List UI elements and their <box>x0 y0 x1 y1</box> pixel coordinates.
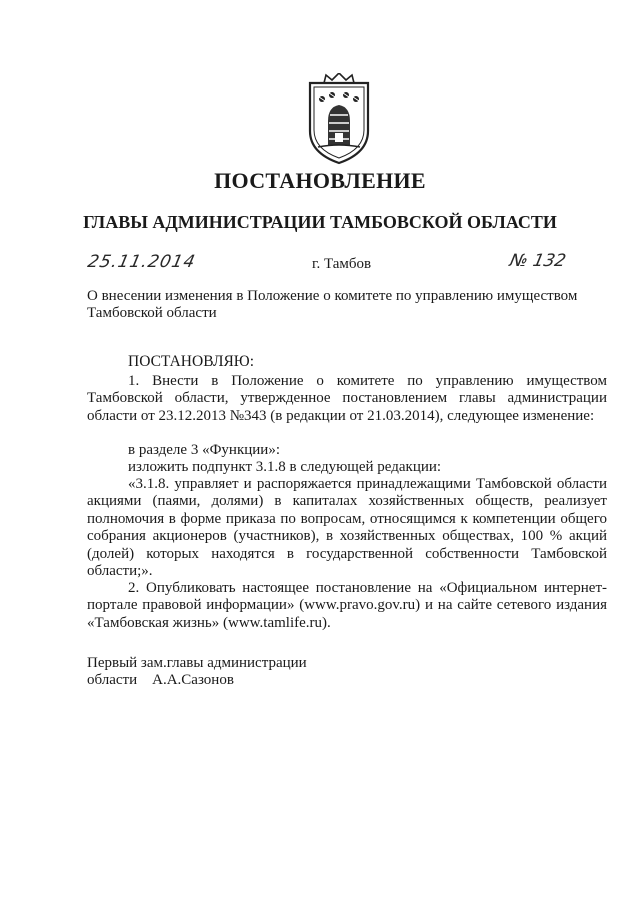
coat-of-arms-icon <box>302 73 376 167</box>
signature-position: Первый зам.главы администрации <box>87 655 307 671</box>
handwritten-number: № 132 <box>507 251 568 271</box>
document-subject: О внесении изменения в Положение о комитете по управлению имуществом Тамбовской области <box>87 288 578 321</box>
paragraph-2: 2. Опубликовать настоящее постановление на «Официальном интернет-портале правовой информации» (www.pravo.gov.ru) и на сайте сетевого издания «Тамбовская жизнь» (www.tamlife.ru). <box>87 580 607 631</box>
handwritten-date: 25.11.2014 <box>85 252 198 272</box>
resolve-heading: ПОСТАНОВЛЯЮ: <box>128 353 255 370</box>
paragraph-quoted-text: «3.1.8. управляет и распоряжается принадлежащими Тамбовской области акциями (паями, долями) в капиталах хозяйственных обществ, реализует полномочия в форме приказа по вопросам, относящимся к компетенции общего собрания акционеров (участников), в хозяйственных обществах, 100 % акций (долей) которых находятся в государственной собственности Тамбовской области;». <box>87 476 607 580</box>
document-subtitle: ГЛАВЫ АДМИНИСТРАЦИИ ТАМБОВСКОЙ ОБЛАСТИ <box>83 212 557 232</box>
city-label: г. Тамбов <box>312 256 372 272</box>
document-title: ПОСТАНОВЛЕНИЕ <box>214 168 426 193</box>
signature-name: области А.А.Сазонов <box>87 672 234 688</box>
signature-block <box>87 655 307 689</box>
paragraph-1: 1. Внести в Положение о комитете по управлению имуществом Тамбовской области, утвержденное постановлением главы администрации области от 23.12.2013 №343 (в редакции от 21.03.2014), следующее изменение: <box>87 373 607 424</box>
paragraph-section: в разделе 3 «Функции»: <box>128 442 280 458</box>
paragraph-edit-instruction: изложить подпункт 3.1.8 в следующей редакции: <box>128 459 442 475</box>
